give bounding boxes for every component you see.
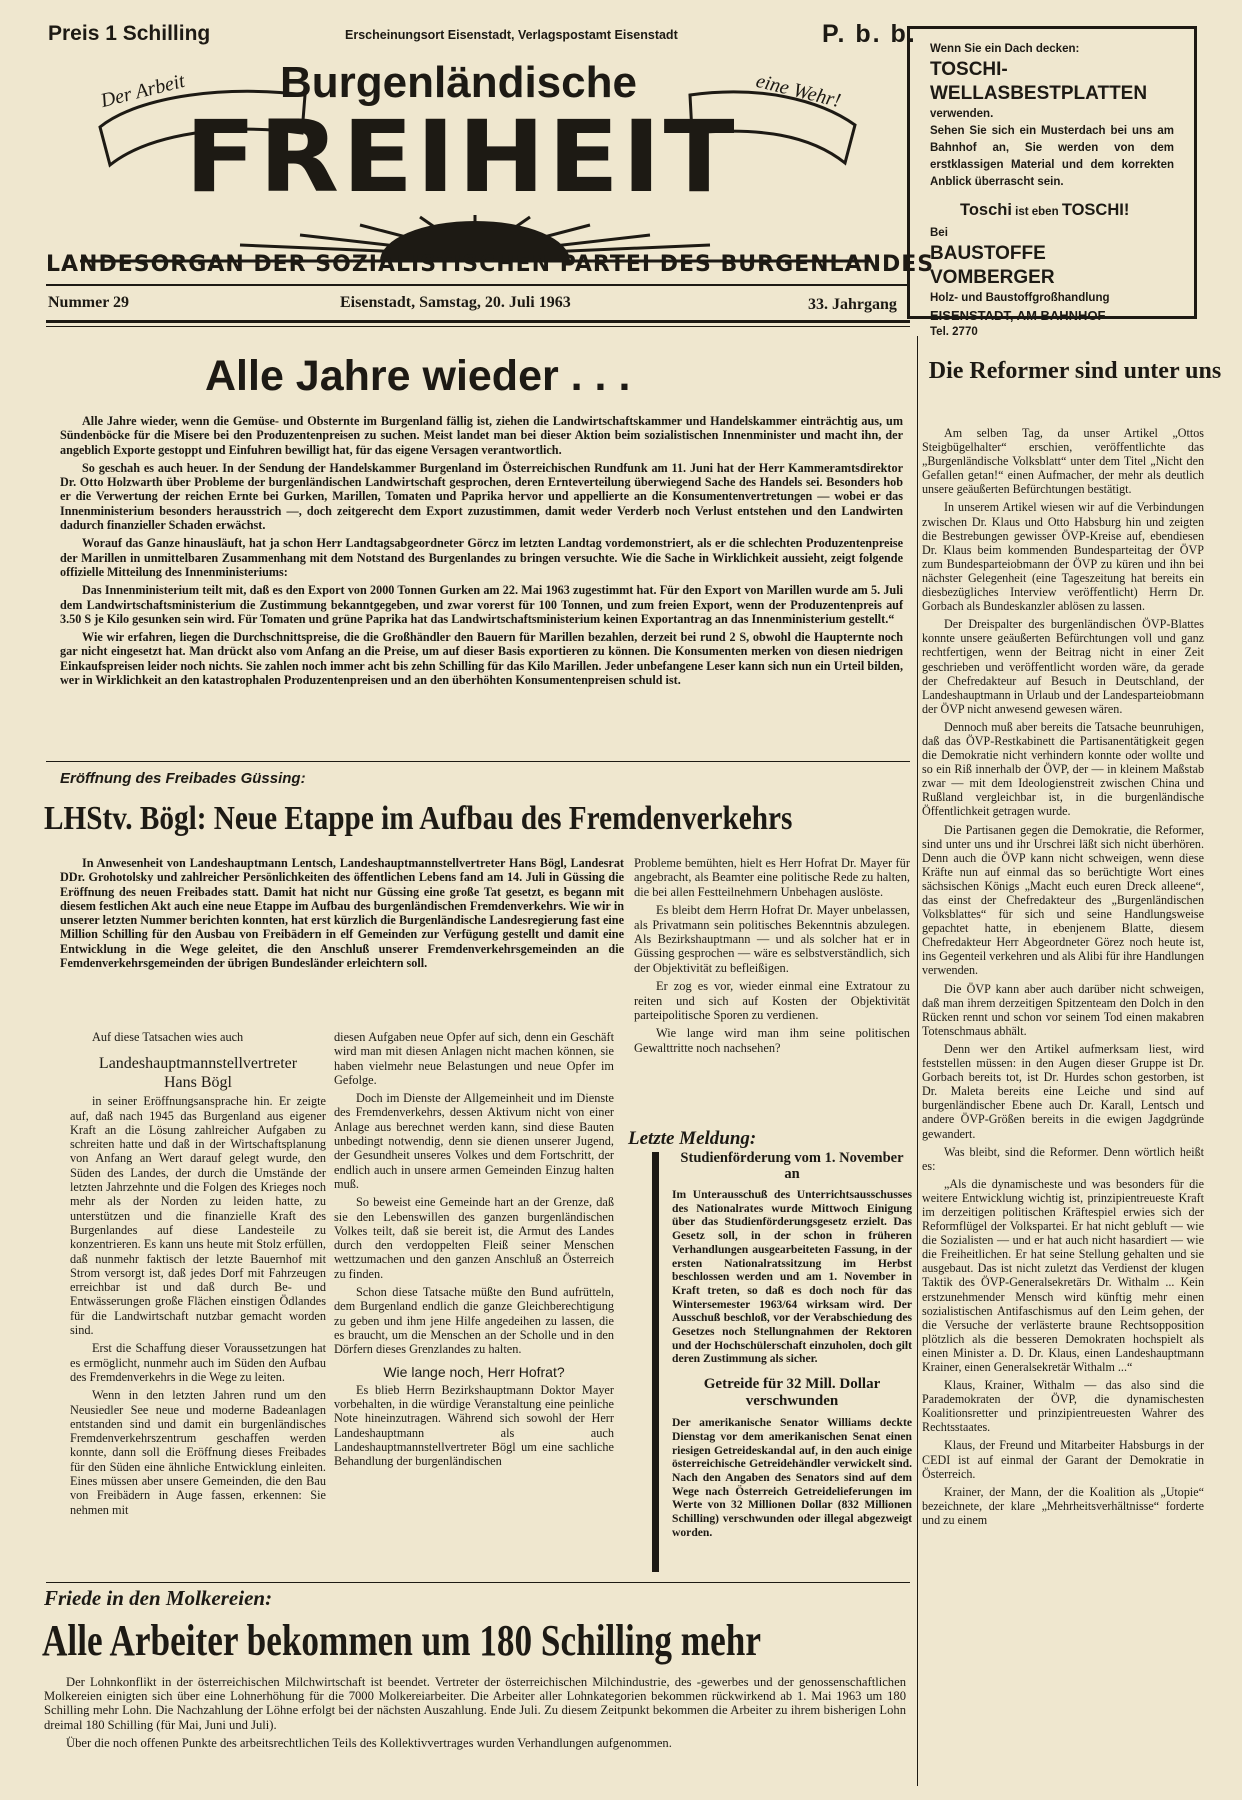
advertisement-box [907, 26, 1197, 338]
sidebar-paragraph: Die Partisanen gegen die Demokratie, die Reformer, sind unter uns und ihr Urschrei läßt sich nicht überhören. Denn auch die ÖVP kann nicht schweigen, wenn diese Kräfte nun auf einmal das so berüchtigte Wort eines sächsischen Königs „Macht euch euren Dreck alleene“, das einst der Chefredakteur des „Burgenländischen Volksblattes“ für sich und seine Handlungsweise gepachtet hatte, in ebenjenem Blatte, diesem Chefredakteur Herr Abgeordneter Görez noch heute ist, ins Gegenteil verkehren und als Alibi für ihre Handlungen verwenden. [922, 822, 1204, 978]
article2-paragraph: Erst die Schaffung dieser Voraussetzungen hat es ermöglicht, nunmehr auch im Süden den Aufbau des Fremdenverkehrs in die Wege zu leiten. [70, 1341, 326, 1384]
article1-paragraph: Wie wir erfahren, liegen die Durchschnittspreise, die die Großhändler den Bauern für Marillen bezahlen, derzeit bei rund 2 S, obwohl die Haupternte noch gar nicht eingesetzt hat. Man drückt also vom Anfang an die Preise, um auf dieser Basis exportieren zu können. Die Konsumenten merken von diesen niedrigen Einkaufspreisen leider noch nichts. Sie zahlen noch immer acht bis zehn Schilling für das Kilo Marillen. Jeder unbefangene Leser kann sich nun ein Urteil bilden, wer in Wirklichkeit an den katastrophalen Produzentenpreisen und an den überhöhten Konsumentenpreisen schuld ist. [60, 630, 903, 688]
sidebar-paragraph: Klaus, der Freund und Mitarbeiter Habsburgs in der CEDI ist auf einmal der Garant der Demokratie in Österreich. [922, 1438, 1204, 1481]
sidebar-paragraph: Klaus, Krainer, Withalm — das also sind die Parademokraten der ÖVP, die dynamischesten Koalitionsretter und prinzipientreuesten Wahrer des Rechtsstaates. [922, 1378, 1204, 1435]
ad-phone: Tel. 2770 [930, 326, 978, 338]
article3-body [44, 1675, 906, 1754]
issue-number: Nummer 29 [48, 294, 130, 311]
price-label: Preis 1 Schilling [48, 22, 211, 45]
publication-place: Erscheinungsort Eisenstadt, Verlagspostamt Eisenstadt [345, 28, 678, 42]
ad-address: EISENSTADT, AM BAHNHOF [930, 308, 1106, 323]
party-organ-line: LANDESORGAN DER SOZIALISTISCHEN PARTEI DES BURGENLANDES [46, 252, 935, 277]
article3-headline: Alle Arbeiter bekommen um 180 Schilling mehr [42, 1616, 761, 1665]
article1-body [60, 414, 903, 691]
article1-paragraph: Alle Jahre wieder, wenn die Gemüse- und Obsternte im Burgenland fällig ist, ziehen die Landwirtschaftskammer und Handelskammer einträchtig aus, um Sündenböcke für die Misere bei den Produzentenpreisen zu suchen. Meist landet man bei dieser Aktion beim sozialistischen Innenminister und macht ihn, der angeblich Exporte gestoppt und Einfuhren bewilligt hat, für das eigene Versagen verantwortlich. [60, 414, 903, 457]
article2-headline: LHStv. Bögl: Neue Etappe im Aufbau des Fremdenverkehrs [44, 800, 793, 837]
article1-paragraph: Das Innenministerium teilt mit, daß es den Export von 2000 Tonnen Gurken am 22. Mai 1963 zugestimmt hat. Für den Export von Marillen wurde am 5. Juli dem Landwirtschaftsministerium die Zustimmung bekanntgegeben, und zwar vorerst für 100 Tonnen, und zum freien Export, wenn der Produzentenpreis auf 3.50 S je Kilo gesunken sein wird. Für Tomaten und grüne Paprika hat das Landwirtschaftsministerium keinen Exportantrag an das Innenministerium gestellt.“ [60, 583, 903, 626]
ad-line: Holz- und Baustoffgroßhandlung [930, 292, 1110, 304]
volume-year: 33. Jahrgang [808, 296, 897, 313]
issue-date: Eisenstadt, Samstag, 20. Juli 1963 [340, 294, 571, 311]
article2-lead [60, 856, 624, 974]
newspaper-title-big: FREIHEIT [185, 99, 738, 215]
sidebar-paragraph: Krainer, der Mann, der die Koalition als „Utopie“ bezeichnete, der klare „Mehrheitsverhältnisse“ forderte und zu einem [922, 1484, 1204, 1527]
ad-line: Bei [930, 227, 948, 239]
sidebar-paragraph: Was bleibt, sind die Reformer. Denn wörtlich heißt es: [922, 1144, 1204, 1173]
article2-column3 [634, 856, 910, 1059]
postage-mark: P. b. b. [822, 20, 917, 48]
sidebar-paragraph: Denn wer den Artikel aufmerksam liest, wird feststellen müssen: in den Augen dieser Gruppe ist Dr. Gorbach bereits tot, ist Dr. Hurdes schon gestorben, ist Dr. Maleta bereits eine Leiche und sind auf burgenländischer Ebene auch Dr. Karall, Lentsch und andere ÖVP-Größen bereits in die ewigen Jagdgründe gewandert. [922, 1041, 1204, 1141]
article1-headline: Alle Jahre wieder . . . [205, 352, 631, 400]
latest-news-headline: Getreide für 32 Mill. Dollar verschwunden [703, 1376, 881, 1410]
sidebar-paragraph: Am selben Tag, da unser Artikel „Ottos Steigbügelhalter“ erschien, veröffentlichte das „Burgenländische Volksblatt“ unter dem Titel „Nicht den Gefallen getan!“ einen Aufmacher, der mehr als deutlich unsere geäußerten Befürchtungen bestätigt. [922, 426, 1204, 497]
latest-news-text: Im Unterausschuß des Unterrichtsausschusses des Nationalrates wurde Mittwoch Einigung über das Studienförderungsgesetz erzielt. Das Gesetz soll, in der schon in früheren Verhandlungen ausgearbeiteten Fassung, in der ersten Nationalratssitzung im Herbst beschlossen werden und am 1. November in Kraft treten, so daß es doch noch für das Wintersemester 1963/64 wirksam wird. Der Ausschuß beschloß, vor der Verabschiedung des Gesetzes noch Stellungnahmen der Rektoren und der Hochschülerschaft einzuholen, doch gilt deren Zustimmung als sicher. [672, 1188, 912, 1366]
article2-paragraph: Probleme bemühten, hielt es Herr Hofrat Dr. Mayer für angebracht, als Beamter eine politische Rede zu halten, die bei allen Festteilnehmern Unbehagen auslöste. [634, 856, 910, 899]
article2-lead-paragraph: In Anwesenheit von Landeshauptmann Lentsch, Landeshauptmannstellvertreter Hans Bögl, Landesrat DDr. Grohotolsky und zahlreicher Persönlichkeiten des öffentlichen Lebens fand am 14. Juli in Güssing die Eröffnung des neuen Freibades statt. Damit hat nicht nur Güssing eine große Tat gesetzt, es begann mit diesem festlichen Akt auch eine neue Etappe im Aufbau des burgenländischen Fremdenverkehrs. Wie wir in unserer letzten Nummer berichten konnten, hat erst kürzlich die Burgenländische Landesregierung fast eine Million Schilling für den Ausbau von Freibädern in elf Gemeinden zur Verfügung gestellt und damit eine Entwicklung in die Wege geleitet, die den Anschluß unserer Fremdenverkehrsgemeinden an die Femdenverkehrsgemeinden der übrigen Bundesländer erleichtern soll. [60, 856, 624, 971]
article2-subhead: Wie lange noch, Herr Hofrat? [383, 1363, 565, 1380]
article2-paragraph: diesen Aufgaben neue Opfer auf sich, denn ein Geschäft wird man mit diesen Anlagen nicht machen können, sie haben vielmehr neue Belastungen und neue Opfer im Gefolge. [334, 1030, 614, 1087]
ad-line: verwenden. [930, 108, 994, 120]
latest-news-headline: Studienförderung vom 1. November an [680, 1150, 904, 1182]
article2-paragraph: Es bleibt dem Herrn Hofrat Dr. Mayer unbelassen, als Privatmann sein politisches Bekenntnis abzulegen. Als Bezirkshauptmann — und als solcher hat er in Güssing gesprochen — wäre es selbstverständlich, sich der Objektivität zu befleißigen. [634, 903, 910, 975]
ad-line: Wenn Sie ein Dach decken: [930, 43, 1080, 55]
sidebar-body [922, 426, 1204, 1531]
article2-paragraph: Wie lange wird man ihm seine politischen Gewalttritte noch nachsehen? [634, 1026, 910, 1055]
article3-paragraph: Der Lohnkonflikt in der österreichischen Milchwirtschaft ist beendet. Vertreter der österreichischen Milchindustrie, des -gewerbes und der genossenschaftlichen Molkereien einigten sich über eine Lohnerhöhung für die 7000 Molkereiarbeiter. Die Arbeiter aller Lohnkategorien bekommen rückwirkend ab 1. Mai 1963 um 180 Schilling mehr Lohn. Die Nachzahlung der Löhne erfolgt bei der nächsten Auszahlung. Ende Juli. Zu diesem Zeitpunkt bekommen die Arbeiter zu ihrem bisherigen Lohn dreimal 180 Schilling (für Mai, Juni und Juli). [44, 1675, 906, 1732]
motto-right: eine Wehr! [753, 69, 843, 113]
ad-product: TOSCHI-WELLASBESTPLATTEN [930, 59, 1148, 104]
article2-paragraph: Schon diese Tatsache müßte den Bund aufrütteln, dem Burgenland endlich die ganze Gleichberechtigung zu geben und ihm jene Hilfe angedeihen zu lassen, die es braucht, um die Menschen an der Scholle und in den Dörfern dieses Grenzlandes zu halten. [334, 1285, 614, 1357]
sidebar-headline: Die Reformer sind unter uns [928, 358, 1222, 384]
article2-paragraph: Wenn in den letzten Jahren rund um den Neusiedler See neue und moderne Badeanlagen entstanden sind und damit ein burgenländisches Fremdenverkehrszentrum geschaffen werden konnte, dann soll die Eröffnung dieses Freibades für den Süden eine ähnliche Entwicklung einleiten. Eines müssen aber unsere Gemeinden, die den Bau von Freibädern in Auge fassen, erkennen: Sie nehmen mit [70, 1388, 326, 1517]
article1-paragraph: Worauf das Ganze hinausläuft, hat ja schon Herr Landtagsabgeordneter Görcz im letzten Landtag vordemonstriert, als er die schlechten Produzentenpreise der Marillen in unmittelbaren Zusammenhang mit dem Notstand des Burgenlandes zu bringen versuchte. Wie die Sache in Wirklichkeit aussieht, zeigt folgende offizielle Mitteilung des Innenministeriums: [60, 536, 903, 579]
article3-paragraph: Über die noch offenen Punkte des arbeitsrechtlichen Teils des Kollektivvertrages wurden Verhandlungen aufgenommen. [66, 1735, 672, 1750]
article2-subhead: Hans Bögl [164, 1074, 232, 1092]
article2-paragraph: Er zog es vor, wieder einmal eine Extratour zu reiten und sich auf Kosten der Objektivität parteipolitische Sporen zu verdienen. [634, 979, 910, 1023]
sidebar-paragraph: Der Dreispalter des burgenländischen ÖVP-Blattes konnte unsere geäußerten Befürchtungen voll und ganz rechtfertigen, wenn der Beitrag nicht in einer Zeit geschrieben und veröffentlicht worden wäre, da gerade der Chefredakteur auf Besuch in Deutschland, der Landeshauptmann in Urlaub und der Landesparteiobmann der ÖVP nicht anwesend gewesen wären. [922, 617, 1204, 716]
article2-paragraph: Doch im Dienste der Allgemeinheit und im Dienste des Fremdenverkehrs, dessen Aktivum nicht von einer Anlage aus berechnet werden kann, sind diese Bauten unbedingt notwendig, denn sie dienen unserer Jugend, der Gesundheit unseres Volkes und dem Fortschritt, der endlich auch in unsere armen Gemeinden Einzug halten muß. [334, 1091, 614, 1191]
article1-paragraph: So geschah es auch heuer. In der Sendung der Handelskammer Burgenland im Österreichischen Rundfunk am 11. Juni hat der Herr Kammeramtsdirektor Dr. Otto Holzwarth über Probleme der burgenländischen Landwirtschaft gesprochen, deren Ernteverteilung überwiegend Sache des Handels sei. Besonders hob er die Verwertung der reichen Ernte bei Gurken, Marillen, Tomaten und Paprika hervor und appellierte an die Konsumentenvertretungen — wobei er das Innenministerium besonders herausstrich —, doch zeitgerecht dem Export zuzustimmen, damit weder Verderb noch Verlust entstehen und den Landwirten dadurch finanzieller Schaden erwächst. [60, 460, 903, 533]
latest-news-text: Der amerikanische Senator Williams deckte Dienstag vor dem amerikanischen Senat einen riesigen Getreideskandal auf, in den auch einige österreichische Getreidehändler verwickelt sind. Nach den Angaben des Senators sind auf dem Wege nach Österreich Getreidelieferungen im Werte von 32 Millionen Dollar (832 Millionen Schilling) verschwunden oder illegal abgezweigt worden. [672, 1416, 912, 1539]
newspaper-title-small: Burgenländische [280, 58, 637, 107]
sidebar-paragraph: In unserem Artikel wiesen wir auf die Verbindungen zwischen Dr. Klaus und Otto Habsburg hin und zeigten die Bestrebungen gewisser ÖVP-Kreise auf, ebendiesen Dr. Klaus beim kommenden Bundesparteitag der ÖVP zum Bundesparteiobmann der ÖVP zu küren und ihn bei nächster Gelegenheit (eine Tageszeitung hat bereits ein diesbezügliches Interview veröffentlicht) Herrn Dr. Gorbach als Bundeskanzler ablösen zu lassen. [922, 500, 1204, 614]
latest-news-label: Letzte Meldung: [628, 1128, 757, 1149]
article2-column1 [70, 1030, 326, 1521]
article2-column2 [334, 1030, 614, 1473]
article2-kicker: Eröffnung des Freibades Güssing: [60, 770, 306, 787]
article2-subhead: Landeshauptmannstellvertreter [98, 1055, 298, 1073]
ad-text: Sehen Sie sich ein Musterdach bei uns am Bahnhof an, Sie werden von dem erstklassigen Material und dem korrekten Anblick überrascht sein. [930, 125, 1174, 188]
ad-company: BAUSTOFFE VOMBERGER [930, 243, 1055, 288]
article3-kicker: Friede in den Molkereien: [44, 1586, 273, 1610]
article2-paragraph: in seiner Eröffnungsansprache hin. Er zeigte auf, daß nach 1945 das Burgenland aus eigener Kraft an die Lösung zahlreicher Aufgaben zu schreiten hatte und daß in der Wirtschaftsplanung von Anfang an Wert darauf gelegt wurde, den Süden des Landes, der durch die Umstände der letzten Jahrzehnte und die Folgen des Krieges noch mehr als der Norden zu leiden hatte, zu unterstützen und die finanzielle Kraft des Burgenlandes auf diese Landesteile zu konzentrieren. Es kann uns heute mit Stolz erfüllen, daß nunmehr faktisch der letzte Bauernhof mit Strom versorgt ist, daß jedes Dorf mit Fahrzeugen erreichbar ist und daß durch Be- und Entwässerungen große Flächen einstigen Ödlandes für die Landwirtschaft nutzbar gemacht worden sind. [70, 1094, 326, 1338]
motto-left: Der Arbeit [98, 69, 188, 113]
ad-slogan: Toschi ist eben TOSCHI! [960, 201, 1130, 219]
article2-paragraph: So beweist eine Gemeinde hart an der Grenze, daß sie den Lebenswillen des ganzen burgenländischen Volkes teilt, daß sie bereit ist, die Armut des Landes durch den verdoppelten Fleiß seiner Menschen wettzumachen und den ganzen Anschluß an Österreich zu finden. [334, 1195, 614, 1281]
sidebar-paragraph: „Als die dynamischeste und was besonders für die weitere Entwicklung wichtig ist, prinzipientreueste Kraft im derzeitigen politischen Kräftespiel erwies sich der Reformflügel der Volkspartei. Er hat nicht gebluft — wie die Sozialisten — und er hat auch nicht hasardiert — wie die Freiheitlichen. Er hat seine Stellung gehalten und sie ausgebaut. Das ist nicht zuletzt das Verdienst der klugen Taktik des ÖVP-Generalsekretärs Dr. Withalm ... Kein erstzunehmender Mensch wird künftig mehr einen sozialistischen Antifaschismus auf den Leim gehen, der die Versuche der verlästerte braune Rechtsopposition plötzlich als die besseren Demokraten hochspielt als einen Minister a. D. Dr. Klaus, einen Landeshauptmann Krainer, einen Generalsekretär Withalm ...“ [922, 1176, 1204, 1374]
article2-intro: Auf diese Tatsachen wies auch [92, 1030, 244, 1044]
sidebar-paragraph: Die ÖVP kann aber auch darüber nicht schweigen, daß man ihrem derzeitigen Spitzenteam den Dolch in den Rücken rennt und schon vor seinem Tod einen makabren Totenschmaus abhält. [922, 981, 1204, 1038]
sidebar-paragraph: Dennoch muß aber bereits die Tatsache beunruhigen, daß das ÖVP-Restkabinett die Partisanentätigkeit gegen die Demokratie nicht verhindern konnte oder wollte und so ein Riß innerhalb der ÖVP, der — in kleinem Maßstab zwar — mit dem Ideologienstreit zwischen China und Rußland vergleichbar ist, in die burgenländische Öffentlichkeit getragen wurde. [922, 719, 1204, 819]
latest-news-box [672, 1150, 912, 1539]
article2-paragraph: Es blieb Herrn Bezirkshauptmann Doktor Mayer vorbehalten, in die würdige Veranstaltung eine peinliche Note hineinzutragen. Während sich sowohl der Herr Landeshauptmann als auch Landeshauptmannstellvertreter Bögl um eine sachliche Behandlung der burgenländischen [334, 1382, 614, 1469]
